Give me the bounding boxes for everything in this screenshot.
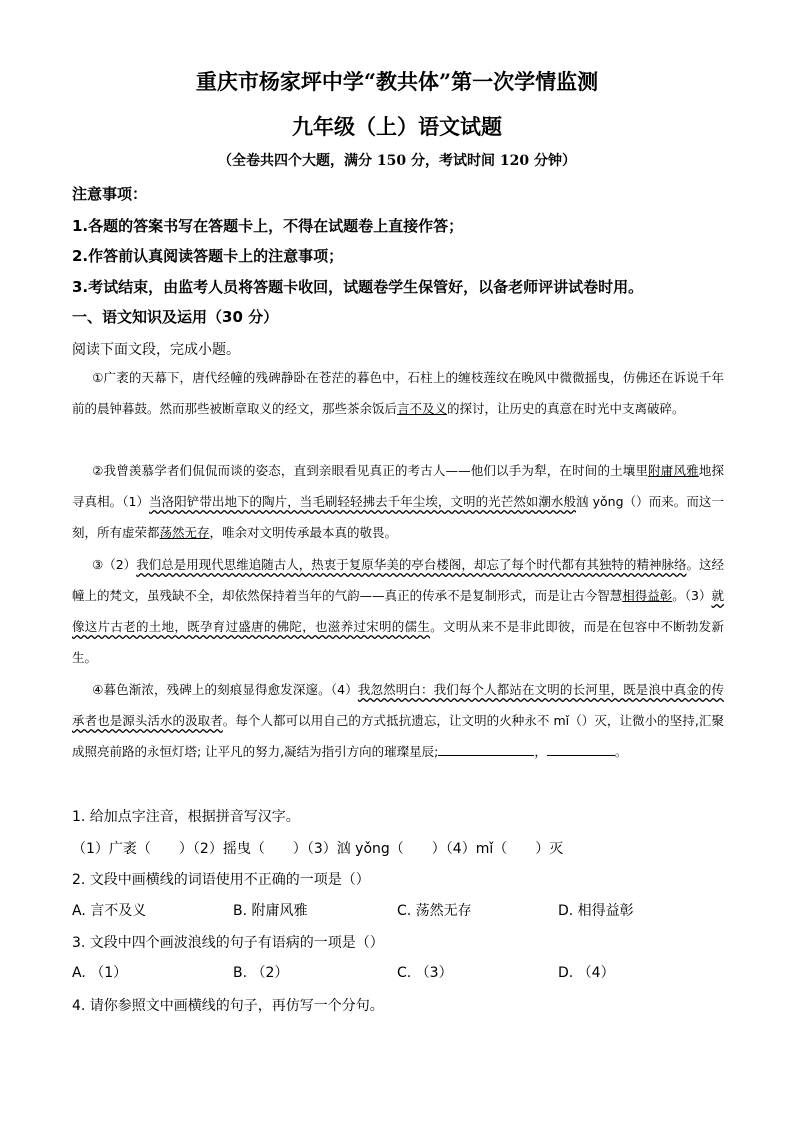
q3-option-d[interactable]: D. （4）	[558, 965, 615, 981]
q2-option-a[interactable]: A. 言不及义	[72, 903, 147, 919]
wavy-sentence-3: 就像这片古老的土地，既孕育过盛唐的佛陀，也滋养过宋明的儒生	[72, 588, 724, 634]
passage-paragraph-2: ②我曾羡慕学者们侃侃而谈的姿态，直到亲眼看见真正的考古人——他们以手为犁，在时间的土壤里附庸风雅地探寻真相。（1）当洛阳铲带出地下的陶片，当毛刷轻轻拂去千年尘埃，文明的光芒然如潮水般汹 yǒng（）而来。而这一刻，所有虚荣都荡然无存，唯余对文明传承最本真的敬畏。	[72, 463, 724, 540]
wavy-sentence-2: 我们总是用现代思维追随古人，热衷于复原华美的亭台楼阁，却忘了每个时代都有其独特的精神脉络	[136, 557, 687, 572]
exam-subtitle: 九年级（上）语文试题	[292, 114, 502, 139]
passage-paragraph-4: ④暮色渐浓，残碑上的刻痕显得愈发深邃。（4）我忽然明白：我们每个人都站在文明的长河里，既是浪中真金的传承者也是源头活水的汲取者。每个人都可以用自己的方式抵抗遗忘，让文明的火种永不 mǐ（）灭，让微小的坚持,汇聚成照亮前路的永恒灯塔; 让平凡的努力,凝结为指引方向的璀璨星辰; ， 。	[72, 682, 724, 759]
answer-blank[interactable]	[438, 741, 534, 756]
underlined-word: 荡然无存	[159, 525, 210, 540]
notice-item-1: 1.各题的答案书写在答题卡上，不得在试题卷上直接作答；	[72, 217, 464, 235]
q3-option-c[interactable]: C. （3）	[397, 965, 453, 981]
exam-title: 重庆市杨家坪中学“教共体”第一次学情监测	[195, 69, 599, 94]
q3-option-a[interactable]: A. （1）	[72, 965, 128, 981]
exam-info: （全卷共四个大题，满分 150 分，考试时间 120 分钟）	[218, 153, 576, 169]
question-2: 2. 文段中画横线的词语使用不正确的一项是（）	[72, 872, 370, 888]
section-instruction: 阅读下面文段，完成小题。	[72, 342, 240, 358]
question-4: 4. 请你参照文中画横线的句子，再仿写一个分句。	[72, 998, 384, 1014]
q2-option-d[interactable]: D. 相得益彰	[558, 903, 634, 919]
q2-option-b[interactable]: B. 附庸风雅	[233, 903, 308, 919]
question-3: 3. 文段中四个画波浪线的句子有语病的一项是（）	[72, 935, 384, 951]
question-1: 1. 给加点字注音，根据拼音写汉字。	[72, 809, 300, 825]
q2-option-c[interactable]: C. 荡然无存	[397, 903, 472, 919]
question-1-items: （1）广袤（ ）（2）摇曳（ ）（3）汹 yǒng（ ）（4）mǐ（ ）灭	[72, 841, 564, 857]
underlined-word: 相得益彰	[622, 588, 673, 603]
notice-item-3: 3.考试结束，由监考人员将答题卡收回，试题卷学生保管好，以备老师评讲试卷时用。	[72, 278, 644, 296]
answer-blank[interactable]	[547, 741, 615, 756]
wavy-sentence-4: 我忽然明白：我们每个人都站在文明的长河里，既是浪中真金的传承者也是源头活水的汲取者	[72, 682, 724, 728]
wavy-sentence-1: 当洛阳铲带出地下的陶片，当毛刷轻轻拂去千年尘埃，文明的光芒然如潮水般	[149, 494, 577, 509]
section-heading: 一、语文知识及运用（30 分）	[72, 308, 279, 326]
notice-heading: 注意事项：	[72, 185, 148, 203]
underlined-word: 附庸风雅	[648, 463, 699, 478]
underlined-word: 言不及义	[397, 401, 448, 416]
passage-paragraph-1: ①广袤的天幕下，唐代经幢的残碑静卧在苍茫的暮色中，石柱上的缠枝莲纹在晚风中微微摇曳，仿佛还在诉说千年前的晨钟暮鼓。然而那些被断章取义的经文，那些茶余饭后言不及义的探讨，让历史的真意在时光中支离破碎。	[72, 370, 724, 416]
q3-option-b[interactable]: B. （2）	[233, 965, 289, 981]
notice-item-2: 2.作答前认真阅读答题卡上的注意事项；	[72, 247, 344, 265]
passage-paragraph-3: ③（2）我们总是用现代思维追随古人，热衷于复原华美的亭台楼阁，却忘了每个时代都有其独特的精神脉络。这经幢上的梵文，虽残缺不全，却依然保持着当年的气韵——真正的传承不是复制形式，而是让古今智慧相得益彰。（3）就像这片古老的土地，既孕育过盛唐的佛陀，也滋养过宋明的儒生。文明从来不是非此即彼，而是在包容中不断勃发新生。	[72, 557, 724, 665]
